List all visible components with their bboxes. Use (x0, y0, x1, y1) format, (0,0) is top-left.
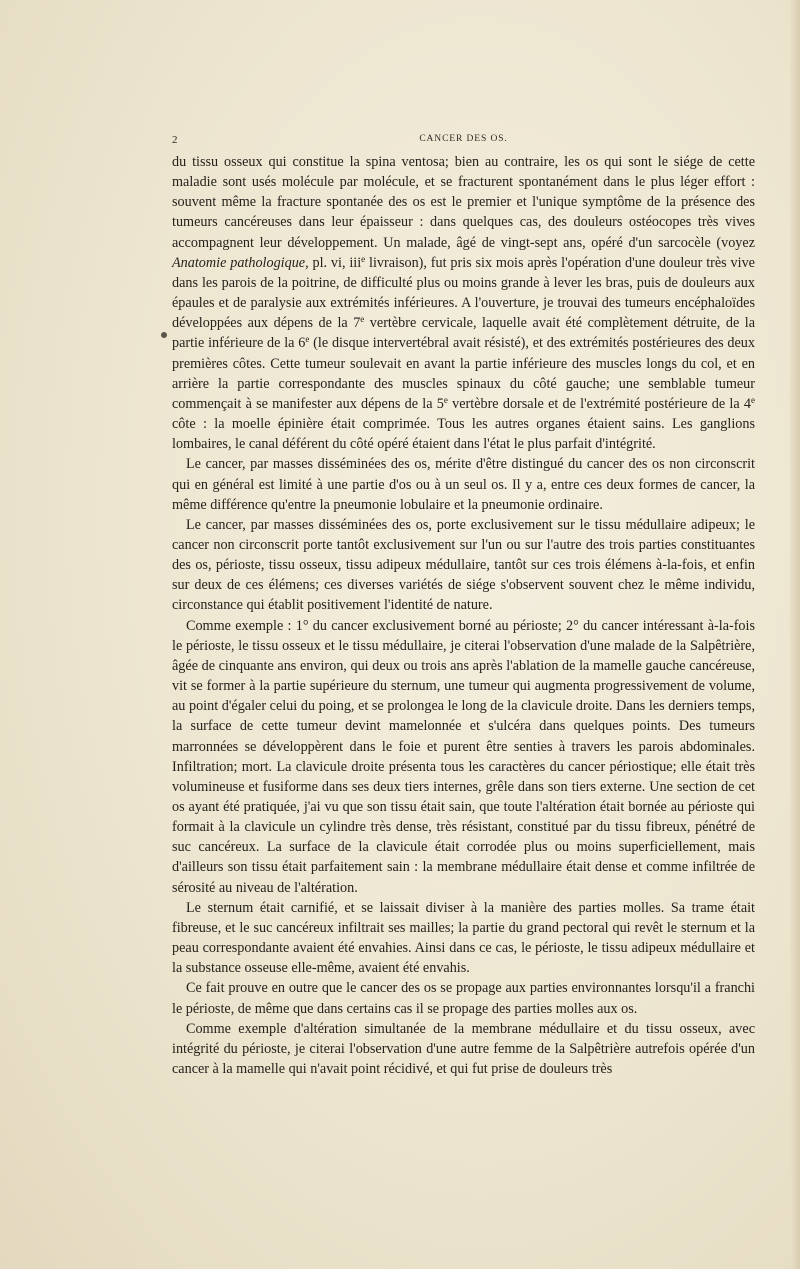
text-run: côte : la moelle épinière était comprimée. Tous les autres organes étaient sains. Les ganglions lombaires, le canal déférent du côté opéré étaient dans l'état le plus parfait d'intégrité. (172, 416, 755, 453)
italic-title: Anatomie pathologique (172, 254, 306, 271)
paragraph (172, 454, 755, 514)
page-header (172, 134, 755, 150)
text-run: Le cancer, par masses disséminées des os, porte exclusivement sur le tissu médullaire adipeux; le cancer non circonscrit porte tantôt exclusivement sur l'un ou sur l'autre des trois parties constituantes des os, périoste, tissu osseux, tissu adipeux médullaire, tantôt sur ces trois élémens à-la-fois, et enfin sur deux de ces élémens; ces diverses variétés de siége s'observent souvent chez le même individu, circonstance qui établit positivement l'identité de nature. (172, 516, 755, 614)
ordinal-superscript: e (443, 394, 448, 405)
text-run: , pl. vi, iii (305, 254, 362, 271)
body-text (172, 152, 755, 1079)
text-run: vertèbre cervicale, laquelle avait été complètement détruite, de la partie inférieure de la 6 (172, 315, 755, 352)
paragraph (172, 152, 755, 454)
text-run: livraison), fut pris six mois après l'opération d'une douleur très vive dans les parois de la poitrine, de difficulté plus ou moins grande à lever les bras, puis de douleurs aux épaules et de paralysie aux extrémités inférieures. A l'ouverture, je trouvai des tumeurs encéphaloïdes développées aux dépens de la 7 (172, 254, 755, 332)
text-run: Ce fait prouve en outre que le cancer des os se propage aux parties environnantes lorsqu'il a franchi le périoste, de même que dans certains cas il se propage des parties molles aux os. (172, 980, 755, 1017)
ordinal-superscript: e (305, 334, 310, 345)
ordinal-superscript: e (751, 394, 755, 405)
ordinal-superscript: e (360, 314, 365, 325)
margin-ink-mark (161, 332, 167, 338)
ordinal-superscript: e (361, 253, 366, 264)
text-run: Le sternum était carnifié, et se laissait diviser à la manière des parties molles. Sa trame était fibreuse, et le suc cancéreux infiltrait ses mailles; la partie du grand pectoral qui revêt le sternum et la peau correspondante avaient été envahies. Ainsi dans ce cas, le périoste, le tissu adipeux médullaire et la substance osseuse elle-même, avaient été envahis. (172, 899, 755, 977)
paragraph (172, 515, 755, 616)
paragraph (172, 978, 755, 1018)
text-run: Le cancer, par masses disséminées des os, mérite d'être distingué du cancer des os non circonscrit qui en général est limité à une partie d'os ou à un seul os. Il y a, entre ces deux formes de cancer, la même différence qu'entre la pneumonie lobulaire et la pneumonie ordinaire. (172, 456, 755, 513)
text-run: Comme exemple d'altération simultanée de la membrane médullaire et du tissu osseux, avec intégrité du périoste, je citerai l'observation d'une autre femme de la Salpêtrière autrefois opérée d'un cancer à la mamelle qui n'avait point récidivé, et qui fut prise de douleurs très (172, 1020, 755, 1078)
text-run: du tissu osseux qui constitue la spina ventosa; bien au contraire, les os qui sont le siége de cette maladie sont usés molécule par molécule, et se fracturent spontanément dans le plus léger effort : souvent même la fracture spontanée des os est le premier et l'unique symptôme de la présence des tumeurs cancéreuses dans leur épaisseur : dans quelques cas, des douleurs ostéocopes très vives accompagnent leur développement. Un malade, âgé de vingt-sept ans, opéré d'un sarcocèle (voyez (172, 154, 755, 251)
running-title: CANCER DES OS. (419, 134, 508, 144)
page-number: 2 (172, 134, 178, 146)
paragraph (172, 616, 755, 898)
text-run: Comme exemple : 1° du cancer exclusivement borné au périoste; 2° du cancer intéressant à-la-fois le périoste, le tissu osseux et le tissu médullaire, je citerai l'observation d'une malade de la Salpêtrière, âgée de cinquante ans environ, qui deux ou trois ans après l'ablation de la mamelle gauche cancéreuse, vit se former à la partie supérieure du sternum, une tumeur qui augmenta progressivement de volume, au point d'égaler celui du poing, et se prolongea le long de la clavicule droite. Dans les derniers temps, la surface de cette tumeur devint mamelonnée et s'ulcéra dans quelques points. Des tumeurs marronnées se développèrent dans le foie et purent être senties à travers les parois abdominales. Infiltration; mort. La clavicule droite présenta tous les caractères du cancer périostique; elle était très volumineuse et fusiforme dans ses deux tiers internes, grêle dans son tiers externe. Une section de cet os ayant été pratiquée, j'ai vu que son tissu était sain, que toute l'altération était bornée au périoste qui formait à la clavicule un cylindre très dense, très résistant, constitué par du tissu fibreux, pénétré de suc cancéreux. La surface de la clavicule était corrodée plus ou moins superficiellement, mais d'ailleurs son tissu était parfaitement sain : la membrane médullaire était dense et comme infiltrée de sérosité au niveau de l'altération. (172, 617, 755, 896)
page-edge (790, 0, 800, 1269)
paragraph (172, 1019, 755, 1079)
text-run: (le disque intervertébral avait résisté), et des extrémités postérieures des deux premières côtes. Cette tumeur soulevait en avant la partie inférieure des muscles longs du col, et en arrière la partie correspondante des muscles spinaux du côté gauche; une semblable tumeur commençait à se manifester aux dépens de la 5 (172, 335, 755, 412)
paragraph (172, 898, 755, 979)
text-run: vertèbre dorsale et de l'extrémité postérieure de la 4 (447, 395, 751, 412)
